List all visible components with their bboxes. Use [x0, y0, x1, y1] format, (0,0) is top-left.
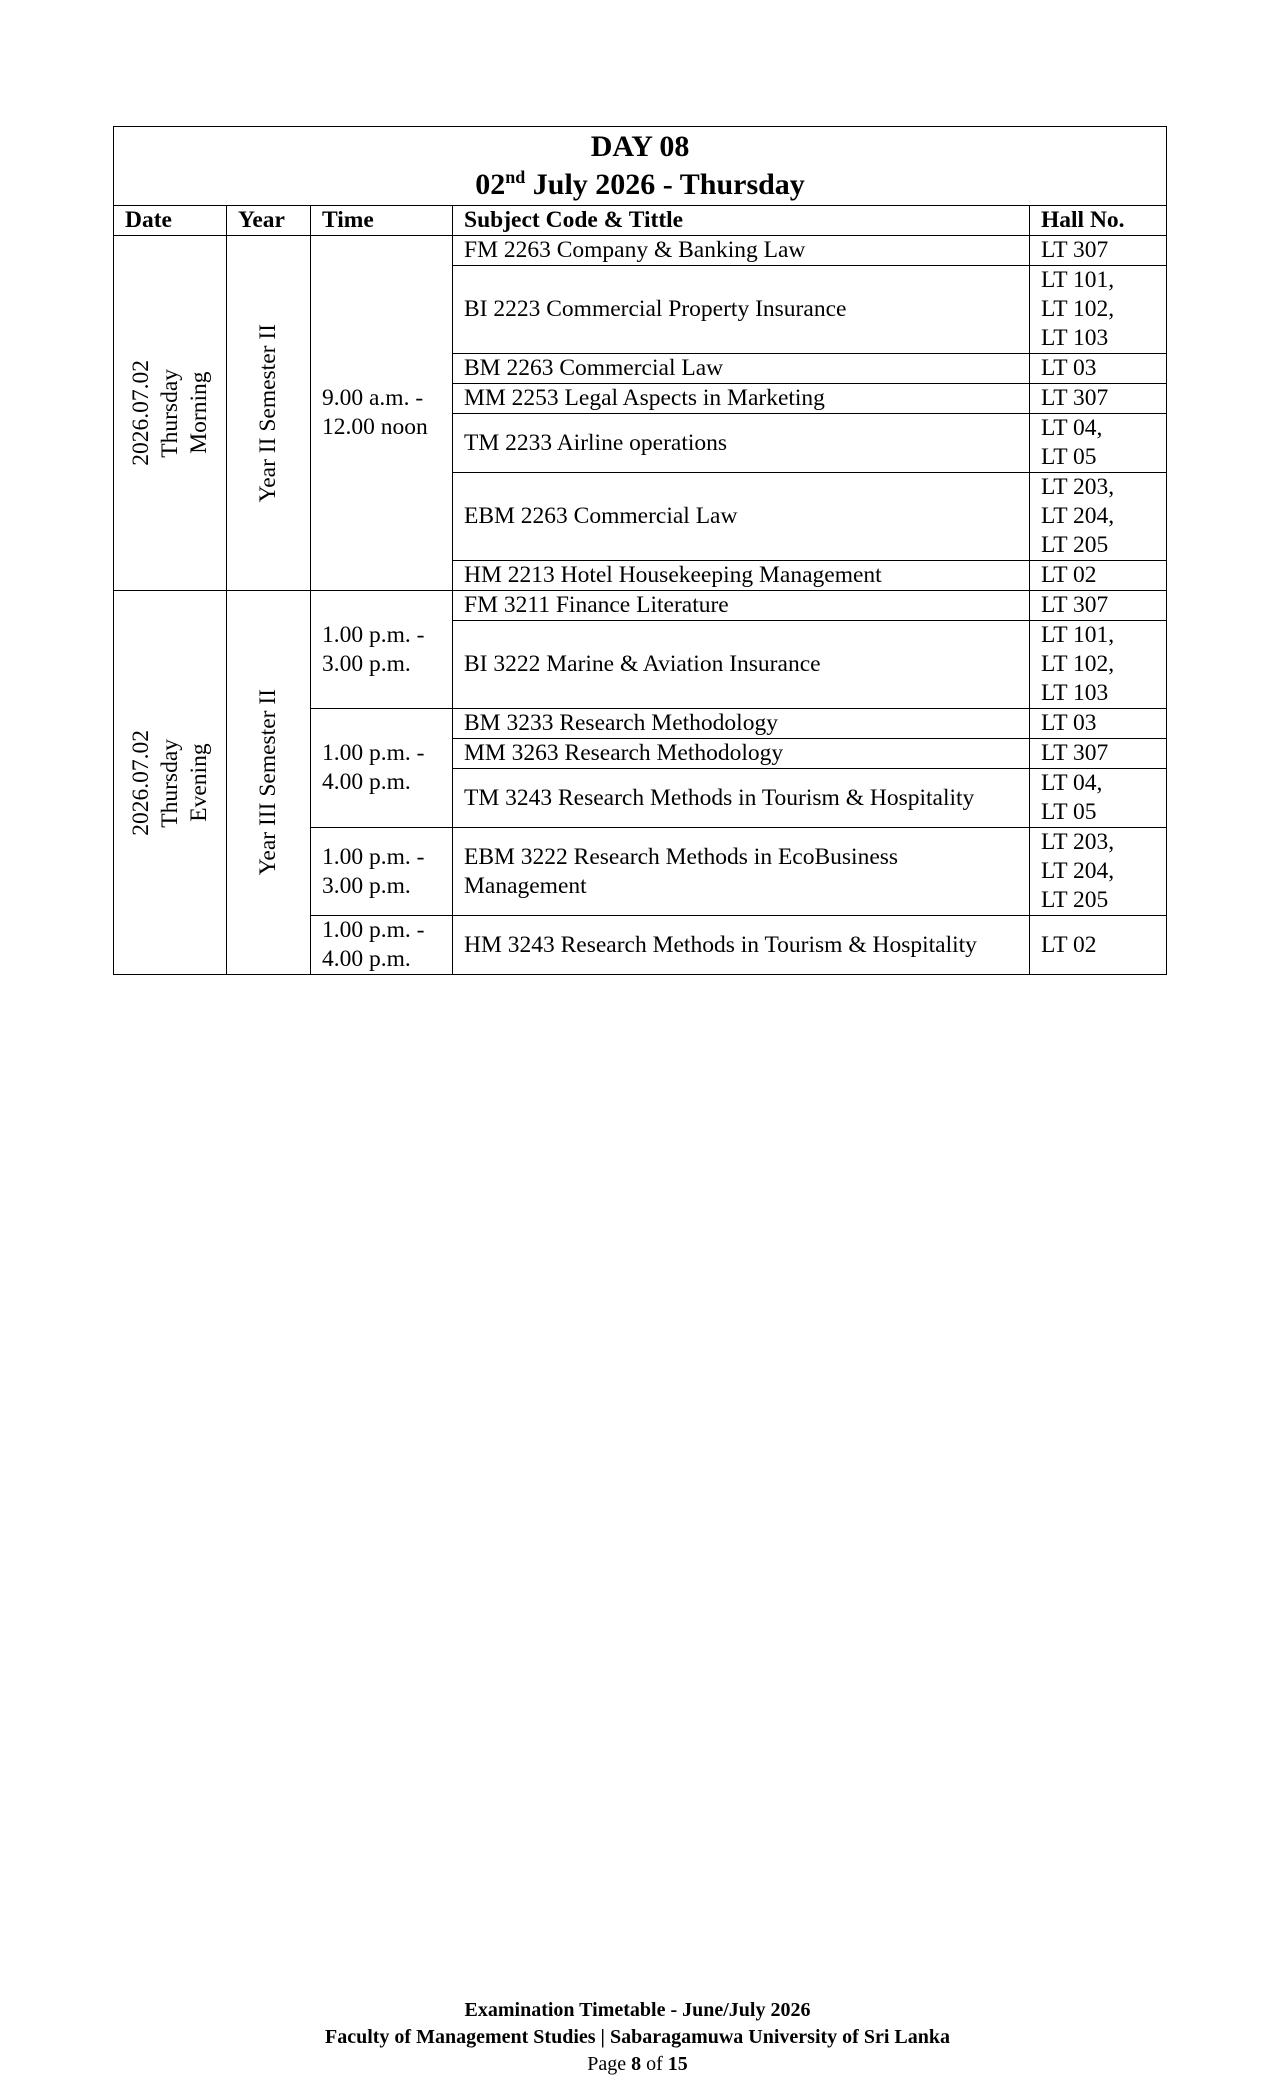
evening-time-cell	[311, 828, 453, 916]
subject-cell: HM 2213 Hotel Housekeeping Management	[453, 561, 1030, 591]
exam-timetable	[113, 126, 1167, 975]
time-end: 4.00 p.m.	[322, 946, 411, 972]
hall-cell	[1030, 354, 1167, 384]
hall-line: LT 204,	[1041, 858, 1115, 884]
time-start: 1.00 p.m. -	[322, 621, 425, 648]
date-suffix: nd	[505, 167, 526, 187]
evening-time-cell	[311, 709, 453, 828]
col-date: Date	[114, 206, 227, 236]
subject-cell: TM 2233 Airline operations	[453, 414, 1030, 473]
session-period: Evening	[185, 743, 212, 822]
hall-cell	[1030, 414, 1167, 473]
hall-line: LT 102,	[1041, 651, 1115, 677]
subject-cell: BM 2263 Commercial Law	[453, 354, 1030, 384]
subject-cell: FM 2263 Company & Banking Law	[453, 236, 1030, 266]
subject-cell: MM 3263 Research Methodology	[453, 739, 1030, 769]
hall-cell	[1030, 739, 1167, 769]
hall-line: LT 05	[1041, 799, 1097, 825]
session-date: 2026.07.02	[127, 360, 154, 466]
page-number	[0, 2051, 1275, 2078]
hall-cell	[1030, 828, 1167, 916]
page-of: of	[641, 2053, 668, 2075]
morning-date-cell	[114, 236, 227, 591]
evening-date-cell	[114, 591, 227, 975]
session-day: Thursday	[156, 738, 183, 827]
hall-line: LT 102,	[1041, 296, 1115, 322]
hall-cell	[1030, 266, 1167, 354]
time-end: 3.00 p.m.	[322, 650, 411, 677]
time-start: 1.00 p.m. -	[322, 917, 425, 943]
hall-cell	[1030, 473, 1167, 561]
hall-cell	[1030, 591, 1167, 621]
hall-line: LT 203,	[1041, 474, 1115, 500]
subject-cell: EBM 2263 Commercial Law	[453, 473, 1030, 561]
session-date: 2026.07.02	[127, 729, 154, 836]
subject-cell: TM 3243 Research Methods in Tourism & Hospitality	[453, 769, 1030, 828]
hall-line: LT 03	[1041, 355, 1097, 381]
page-footer	[0, 1997, 1275, 2078]
hall-line: LT 203,	[1041, 829, 1115, 855]
col-time: Time	[311, 206, 453, 236]
col-year: Year	[227, 206, 311, 236]
hall-line: LT 307	[1041, 237, 1109, 263]
col-hall: Hall No.	[1030, 206, 1167, 236]
footer-institution: Faculty of Management Studies | Sabaragamuwa University of Sri Lanka	[325, 2026, 950, 2048]
hall-line: LT 307	[1041, 592, 1109, 618]
col-subject: Subject Code & Tittle	[453, 206, 1030, 236]
date-text: July 2026 - Thursday	[525, 168, 805, 201]
subject-cell: MM 2253 Legal Aspects in Marketing	[453, 384, 1030, 414]
hall-line: LT 103	[1041, 680, 1109, 706]
hall-line: LT 101,	[1041, 622, 1115, 648]
time-end: 12.00 noon	[322, 414, 428, 440]
hall-line: LT 205	[1041, 887, 1109, 913]
hall-cell	[1030, 621, 1167, 709]
hall-line: LT 02	[1041, 931, 1097, 958]
page-prefix: Page	[587, 2053, 632, 2075]
evening-time-cell	[311, 916, 453, 975]
hall-line: LT 02	[1041, 562, 1097, 588]
hall-line: LT 04,	[1041, 770, 1103, 796]
hall-cell	[1030, 916, 1167, 975]
time-end: 4.00 p.m.	[322, 769, 411, 795]
time-start: 9.00 a.m. -	[322, 385, 424, 411]
page-total: 15	[667, 2053, 688, 2075]
year-label: Year II Semester II	[255, 323, 281, 503]
morning-year-cell	[227, 236, 311, 591]
hall-line: LT 101,	[1041, 267, 1115, 293]
hall-line: LT 307	[1041, 385, 1109, 411]
subject-cell: BM 3233 Research Methodology	[453, 709, 1030, 739]
session-day: Thursday	[156, 368, 183, 458]
hall-line: LT 03	[1041, 710, 1097, 736]
subject-cell: HM 3243 Research Methods in Tourism & Hospitality	[453, 916, 1030, 975]
hall-line: LT 204,	[1041, 503, 1115, 529]
column-header-row	[114, 206, 1167, 236]
hall-line: LT 05	[1041, 444, 1097, 470]
hall-line: LT 205	[1041, 532, 1109, 558]
table-row	[114, 236, 1167, 266]
page-current: 8	[631, 2053, 642, 2075]
day-title	[114, 127, 1167, 206]
hall-cell	[1030, 709, 1167, 739]
time-start: 1.00 p.m. -	[322, 740, 425, 766]
year-label: Year III Semester II	[255, 689, 281, 876]
subject-cell: EBM 3222 Research Methods in EcoBusiness Management	[453, 828, 1030, 916]
morning-time-cell	[311, 236, 453, 591]
hall-line: LT 103	[1041, 325, 1109, 351]
time-start: 1.00 p.m. -	[322, 843, 425, 870]
table-row	[114, 591, 1167, 621]
hall-line: LT 04,	[1041, 415, 1103, 441]
subject-cell: BI 3222 Marine & Aviation Insurance	[453, 621, 1030, 709]
subject-cell: BI 2223 Commercial Property Insurance	[453, 266, 1030, 354]
evening-time-cell	[311, 591, 453, 709]
day-date	[125, 166, 1155, 204]
hall-cell	[1030, 384, 1167, 414]
hall-cell	[1030, 236, 1167, 266]
subject-cell: FM 3211 Finance Literature	[453, 591, 1030, 621]
date-number: 02	[475, 168, 506, 201]
time-end: 3.00 p.m.	[322, 872, 411, 899]
session-period: Morning	[185, 371, 212, 455]
footer-title: Examination Timetable - June/July 2026	[464, 1999, 811, 2021]
evening-year-cell	[227, 591, 311, 975]
hall-cell	[1030, 561, 1167, 591]
hall-line: LT 307	[1041, 740, 1109, 766]
hall-cell	[1030, 769, 1167, 828]
day-label: DAY 08	[590, 130, 690, 163]
